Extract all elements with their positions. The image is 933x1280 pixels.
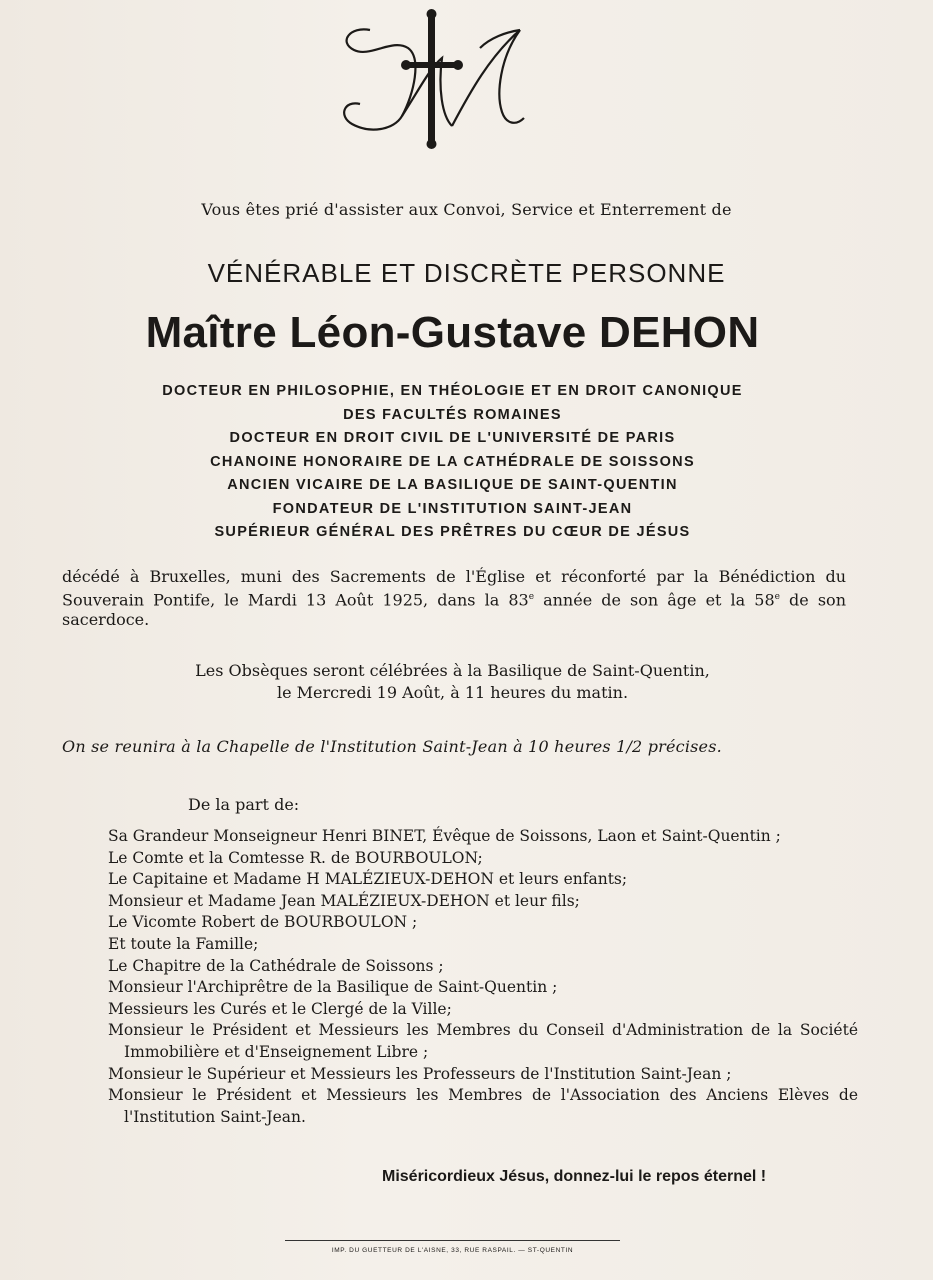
- list-item: Monsieur le Président et Messieurs les Membres de l'Association des Anciens Elèves de l'Institution Saint-Jean.: [108, 1086, 858, 1126]
- death-notice-text: décédé à Bruxelles, muni des Sacrements de l'Église et réconforté par la Bénédiction du Souverain Pontife, le Mardi 13 Août 1925, dans la 83: [62, 567, 846, 610]
- list-item: Le Vicomte Robert de BOURBOULON ;: [108, 913, 418, 932]
- death-notice-paragraph: [62, 567, 846, 630]
- death-notice-text: de son sacerdoce.: [62, 590, 846, 630]
- list-item: Monsieur le Supérieur et Messieurs les Professeurs de l'Institution Saint-Jean ;: [108, 1064, 732, 1083]
- list-item: Messieurs les Curés et le Clergé de la Ville;: [108, 999, 452, 1018]
- list-item: Le Chapitre de la Cathédrale de Soissons ;: [108, 956, 444, 975]
- cross-monogram-icon: [330, 8, 530, 153]
- ordinal-suffix: e: [528, 592, 535, 602]
- deceased-name: Maître Léon-Gustave DEHON: [145, 308, 760, 357]
- list-item: Monsieur le Président et Messieurs les Membres du Conseil d'Administration de la Société Immobilière et d'Enseignement Libre ;: [108, 1021, 858, 1061]
- honorific-heading: VÉNÉRABLE ET DISCRÈTE PERSONNE: [207, 258, 726, 288]
- title-line: FONDATEUR DE L'INSTITUTION SAINT-JEAN: [272, 500, 633, 517]
- from-label: De la part de:: [188, 795, 300, 814]
- printer-imprint: IMP. DU GUETTEUR DE L'AISNE, 33, RUE RASPAIL. — ST-QUENTIN: [331, 1247, 574, 1254]
- title-line: SUPÉRIEUR GÉNÉRAL DES PRÊTRES DU CŒUR DE JÉSUS: [214, 524, 691, 540]
- funeral-details: [0, 660, 905, 704]
- list-item: Monsieur l'Archiprêtre de la Basilique de Saint-Quentin ;: [108, 978, 558, 997]
- title-line: ANCIEN VICAIRE DE LA BASILIQUE DE SAINT-QUENTIN: [227, 477, 678, 493]
- title-line: DOCTEUR EN PHILOSOPHIE, EN THÉOLOGIE ET EN DROIT CANONIQUE: [162, 383, 743, 399]
- family-list: [108, 826, 858, 1128]
- titles-list: [0, 380, 905, 545]
- title-line: DOCTEUR EN DROIT CIVIL DE L'UNIVERSITÉ DE PARIS: [229, 430, 676, 446]
- title-line: CHANOINE HONORAIRE DE LA CATHÉDRALE DE SOISSONS: [210, 453, 695, 470]
- ordinal-suffix: e: [774, 592, 780, 602]
- list-item: Sa Grandeur Monseigneur Henri BINET, Évêque de Soissons, Laon et Saint-Quentin ;: [108, 827, 781, 845]
- list-item: Et toute la Famille;: [108, 934, 259, 953]
- divider: [285, 1240, 620, 1241]
- funeral-line: le Mercredi 19 Août, à 11 heures du matin.: [276, 683, 629, 702]
- invite-line: Vous êtes prié d'assister aux Convoi, Service et Enterrement de: [201, 200, 732, 219]
- funeral-line: Les Obsèques seront célébrées à la Basilique de Saint-Quentin,: [195, 661, 710, 680]
- list-item: Le Capitaine et Madame H MALÉZIEUX-DEHON et leurs enfants;: [108, 870, 628, 889]
- list-item: Le Comte et la Comtesse R. de BOURBOULON;: [108, 848, 483, 867]
- title-line: DES FACULTÉS ROMAINES: [343, 406, 562, 423]
- gathering-note: On se reunira à la Chapelle de l'Institution Saint-Jean à 10 heures 1/2 précises.: [62, 737, 722, 756]
- death-notice-text: année de son âge et la 58: [534, 590, 775, 610]
- list-item: Monsieur et Madame Jean MALÉZIEUX-DEHON et leur fils;: [108, 891, 580, 910]
- closing-prayer: Miséricordieux Jésus, donnez-lui le repos éternel !: [382, 1168, 767, 1185]
